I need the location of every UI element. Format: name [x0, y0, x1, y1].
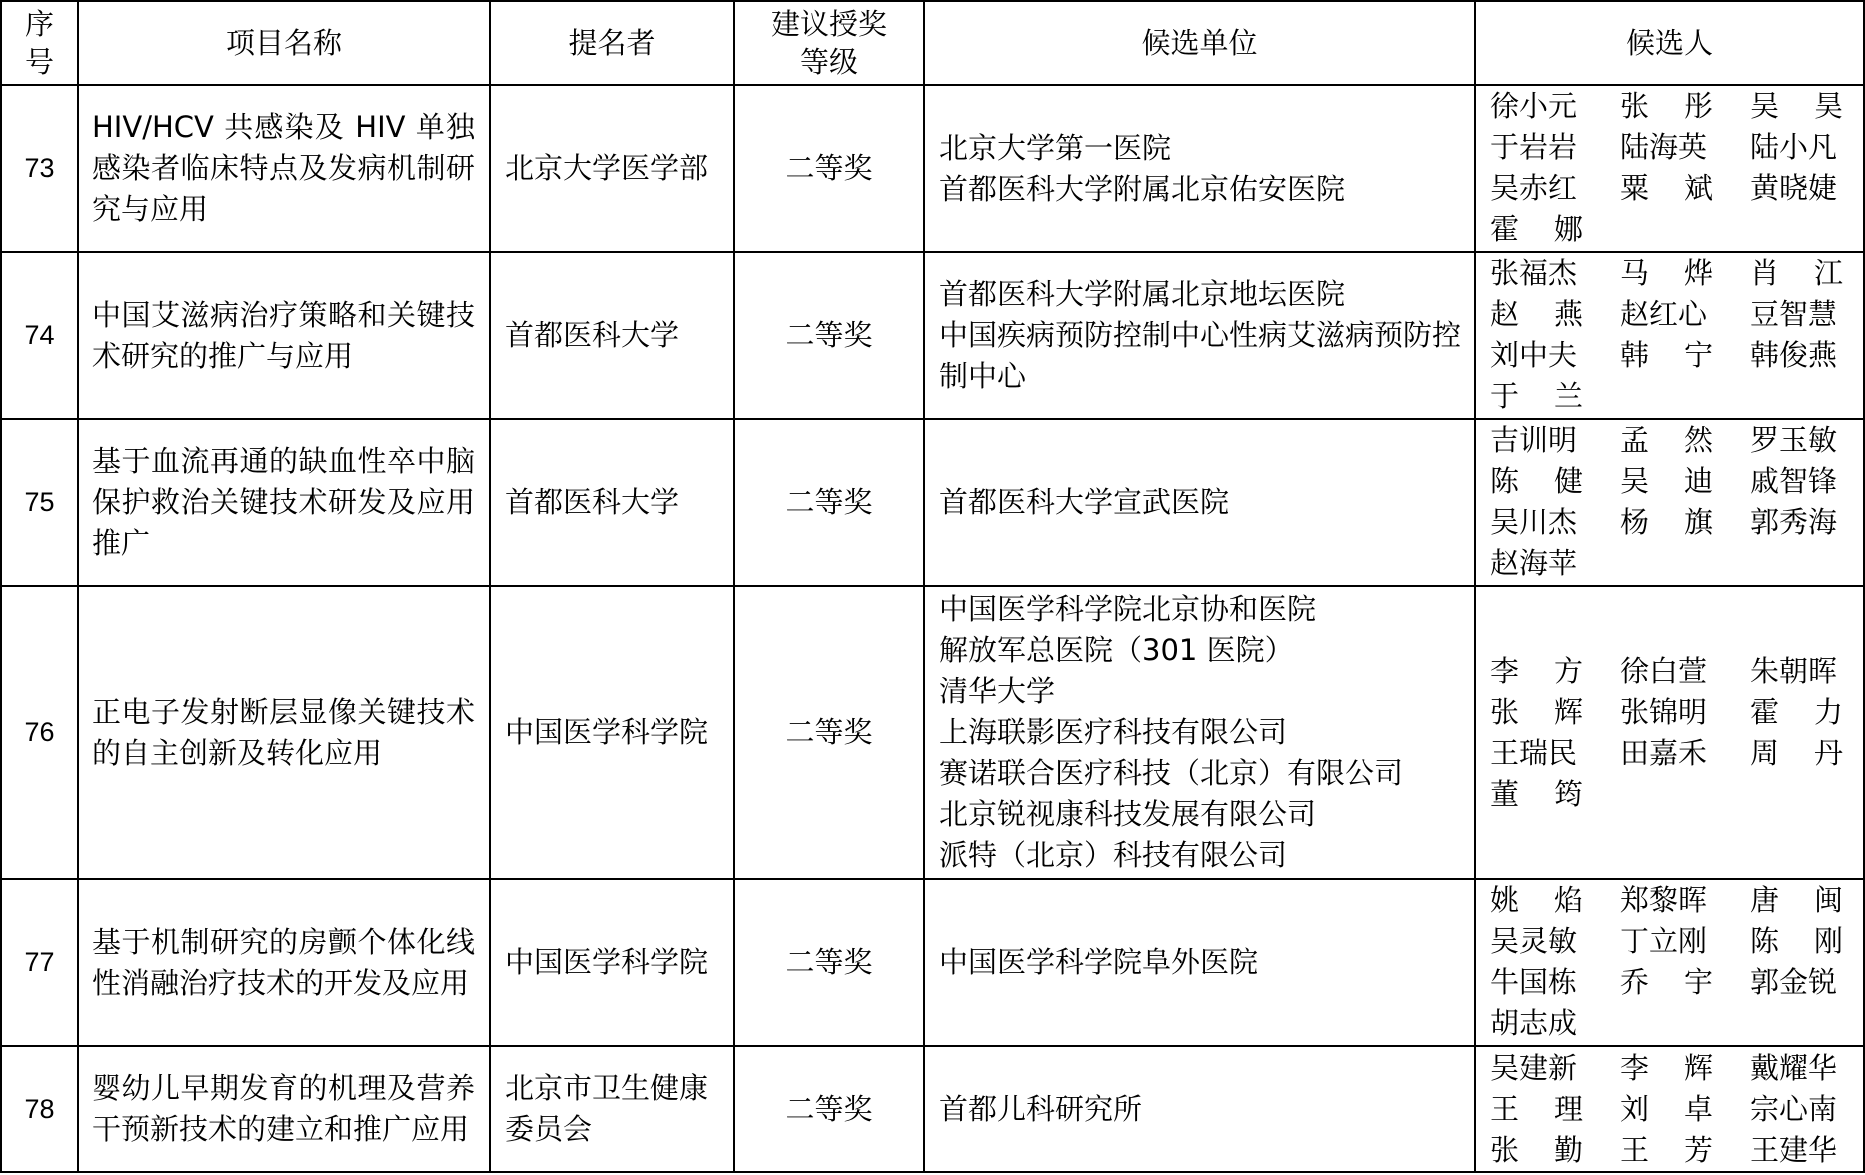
table-row: [1, 879, 1864, 1046]
row-seq: 77: [1, 879, 78, 1046]
candidate-name: 孟 然: [1620, 423, 1713, 457]
candidate-line: [1490, 921, 1843, 962]
candidate-line: [1490, 1048, 1843, 1089]
candidate-name: 张福杰: [1490, 256, 1578, 290]
row-nominator: 北京大学医学部: [490, 85, 734, 252]
row-grade: 二等奖: [734, 252, 924, 419]
candidate-name: 刘 卓: [1620, 1091, 1713, 1126]
unit-line: 上海联影医疗科技有限公司: [939, 715, 1288, 749]
unit-line: 北京大学第一医院: [939, 130, 1172, 165]
candidate-line: [1490, 692, 1843, 733]
candidate-name: 李 辉: [1620, 1050, 1713, 1085]
candidate-name: 吴 昊: [1750, 89, 1843, 123]
candidate-name: 韩 宁: [1620, 338, 1713, 372]
candidate-line: [1490, 209, 1843, 250]
row-project-name: 基于血流再通的缺血性卒中脑保护救治关键技术研发及应用推广: [78, 419, 490, 586]
candidate-name: 吴赤红: [1490, 171, 1578, 205]
row-seq: 76: [1, 586, 78, 879]
header-project-name: 项目名称: [78, 1, 490, 85]
unit-line: 中国医学科学院北京协和医院: [939, 592, 1317, 626]
candidate-line: [1490, 253, 1843, 294]
table-row: [1, 85, 1864, 252]
row-project-name: HIV/HCV 共感染及 HIV 单独感染者临床特点及发病机制研究与应用: [78, 85, 490, 252]
header-row: [1, 1, 1864, 85]
row-project-name: 婴幼儿早期发育的机理及营养干预新技术的建立和推广应用: [78, 1046, 490, 1172]
table-row: [1, 252, 1864, 419]
row-candidates: [1475, 419, 1864, 586]
row-candidates: [1475, 1046, 1864, 1172]
row-seq: 73: [1, 85, 78, 252]
row-candidates: [1475, 879, 1864, 1046]
candidate-line: [1490, 880, 1843, 921]
candidate-name: 王 芳: [1620, 1132, 1713, 1167]
candidate-name: 郑黎晖: [1620, 883, 1708, 917]
row-candidates: [1475, 85, 1864, 252]
candidate-line: [1490, 502, 1843, 543]
row-grade: 二等奖: [734, 419, 924, 586]
header-seq: [1, 1, 78, 85]
unit-line: 首都医科大学附属北京佑安医院: [939, 171, 1346, 206]
header-seq-text: 序号: [24, 7, 54, 79]
candidate-name: 张 辉: [1490, 694, 1583, 729]
candidate-name: 陈 健: [1490, 464, 1583, 498]
row-units: [924, 85, 1475, 252]
row-units: [924, 879, 1475, 1046]
candidate-name: 乔 宇: [1620, 965, 1713, 999]
candidate-name: 吴川杰: [1490, 505, 1578, 539]
candidate-name: 罗玉敏: [1750, 423, 1838, 457]
candidate-name: 徐小元: [1490, 89, 1578, 123]
row-grade: 二等奖: [734, 879, 924, 1046]
unit-line: 派特（北京）科技有限公司: [939, 838, 1288, 872]
unit-line: 北京锐视康科技发展有限公司: [939, 797, 1317, 831]
candidate-name: 张 彤: [1620, 89, 1713, 123]
candidate-name: 姚 焰: [1490, 883, 1583, 917]
row-grade: 二等奖: [734, 85, 924, 252]
row-seq: 78: [1, 1046, 78, 1172]
header-grade: [734, 1, 924, 85]
candidate-name: 吉训明: [1490, 423, 1578, 457]
unit-line: 中国医学科学院阜外医院: [939, 945, 1259, 979]
unit-line: 清华大学: [939, 674, 1056, 708]
candidate-name: 董 筠: [1490, 776, 1583, 811]
header-nominator: 提名者: [490, 1, 734, 85]
row-units: [924, 586, 1475, 879]
row-nominator: 中国医学科学院: [490, 879, 734, 1046]
header-unit: 候选单位: [924, 1, 1475, 85]
candidate-name: 赵海苹: [1490, 546, 1578, 580]
candidate-name: 吴灵敏: [1490, 924, 1578, 958]
candidate-line: [1490, 962, 1843, 1003]
candidate-name: 赵 燕: [1490, 297, 1583, 331]
candidate-line: [1490, 1089, 1843, 1130]
candidate-name: 戴耀华: [1750, 1050, 1838, 1085]
candidate-name: 张锦明: [1620, 694, 1708, 729]
unit-line: 首都医科大学附属北京地坛医院: [939, 277, 1346, 311]
candidate-line: [1490, 168, 1843, 209]
candidate-line: [1490, 335, 1843, 376]
unit-line: 中国疾病预防控制中心性病艾滋病预防控制中心: [939, 318, 1462, 393]
candidate-line: [1490, 774, 1843, 815]
candidate-line: [1490, 420, 1843, 461]
candidate-line: [1490, 127, 1843, 168]
candidate-name: 刘中夫: [1490, 338, 1578, 372]
candidate-name: 胡志成: [1490, 1006, 1578, 1040]
row-units: [924, 1046, 1475, 1172]
candidate-name: 丁立刚: [1620, 924, 1708, 958]
candidate-name: 吴 迪: [1620, 464, 1713, 498]
candidate-line: [1490, 733, 1843, 774]
candidate-name: 肖 江: [1750, 256, 1843, 290]
candidate-name: 霍 娜: [1490, 212, 1583, 246]
candidate-name: 霍 力: [1750, 694, 1843, 729]
header-candidates: 候选人: [1475, 1, 1864, 85]
row-units: [924, 419, 1475, 586]
candidate-name: 戚智锋: [1750, 464, 1838, 498]
candidate-name: 李 方: [1490, 653, 1583, 688]
candidate-name: 于 兰: [1490, 379, 1583, 413]
candidate-name: 陈 刚: [1750, 924, 1843, 958]
candidate-name: 粟 斌: [1620, 171, 1713, 205]
candidate-line: [1490, 1130, 1843, 1171]
candidate-name: 杨 旗: [1620, 505, 1713, 539]
row-nominator: 北京市卫生健康委员会: [490, 1046, 734, 1172]
table-row: [1, 586, 1864, 879]
table-row: [1, 419, 1864, 586]
candidate-name: 徐白萱: [1620, 653, 1708, 688]
candidate-name: 田嘉禾: [1620, 735, 1708, 770]
candidate-name: 朱朝晖: [1750, 653, 1838, 688]
candidate-name: 宗心南: [1750, 1091, 1838, 1126]
row-grade: 二等奖: [734, 1046, 924, 1172]
candidate-name: 韩俊燕: [1750, 338, 1838, 372]
candidate-name: 吴建新: [1490, 1050, 1578, 1085]
candidate-name: 黄晓婕: [1750, 171, 1838, 205]
row-grade: 二等奖: [734, 586, 924, 879]
row-units: [924, 252, 1475, 419]
candidate-name: 陆海英: [1620, 130, 1708, 164]
candidate-name: 王 理: [1490, 1091, 1583, 1126]
candidate-line: [1490, 1003, 1843, 1044]
table-body: [1, 85, 1864, 1172]
candidate-line: [1490, 651, 1843, 692]
unit-line: 解放军总医院（301 医院）: [939, 633, 1294, 667]
candidate-name: 唐 闽: [1750, 883, 1843, 917]
header-grade-text: 建议授奖等级: [770, 7, 887, 79]
table-row: [1, 1046, 1864, 1172]
candidate-name: 牛国栋: [1490, 965, 1578, 999]
candidate-line: [1490, 86, 1843, 127]
row-nominator: 首都医科大学: [490, 252, 734, 419]
candidate-name: 赵红心: [1620, 297, 1708, 331]
row-project-name: 正电子发射断层显像关键技术的自主创新及转化应用: [78, 586, 490, 879]
candidate-name: 马 烨: [1620, 256, 1713, 290]
table-header: [1, 1, 1864, 85]
row-candidates: [1475, 586, 1864, 879]
candidate-line: [1490, 461, 1843, 502]
row-nominator: 中国医学科学院: [490, 586, 734, 879]
candidate-line: [1490, 376, 1843, 417]
candidate-name: 于岩岩: [1490, 130, 1578, 164]
candidate-name: 陆小凡: [1750, 130, 1838, 164]
row-candidates: [1475, 252, 1864, 419]
unit-line: 首都医科大学宣武医院: [939, 485, 1230, 519]
candidate-name: 周 丹: [1750, 735, 1843, 770]
unit-line: 赛诺联合医疗科技（北京）有限公司: [939, 756, 1404, 790]
candidate-name: 郭金锐: [1750, 965, 1838, 999]
candidate-name: 王建华: [1750, 1132, 1838, 1167]
row-seq: 74: [1, 252, 78, 419]
candidate-line: [1490, 543, 1843, 584]
row-seq: 75: [1, 419, 78, 586]
candidate-name: 张 勤: [1490, 1132, 1583, 1167]
candidate-name: 豆智慧: [1750, 297, 1838, 331]
candidate-name: 王瑞民: [1490, 735, 1578, 770]
unit-line: 首都儿科研究所: [939, 1091, 1143, 1126]
row-project-name: 中国艾滋病治疗策略和关键技术研究的推广与应用: [78, 252, 490, 419]
candidate-line: [1490, 294, 1843, 335]
candidate-name: 郭秀海: [1750, 505, 1838, 539]
row-nominator: 首都医科大学: [490, 419, 734, 586]
row-project-name: 基于机制研究的房颤个体化线性消融治疗技术的开发及应用: [78, 879, 490, 1046]
